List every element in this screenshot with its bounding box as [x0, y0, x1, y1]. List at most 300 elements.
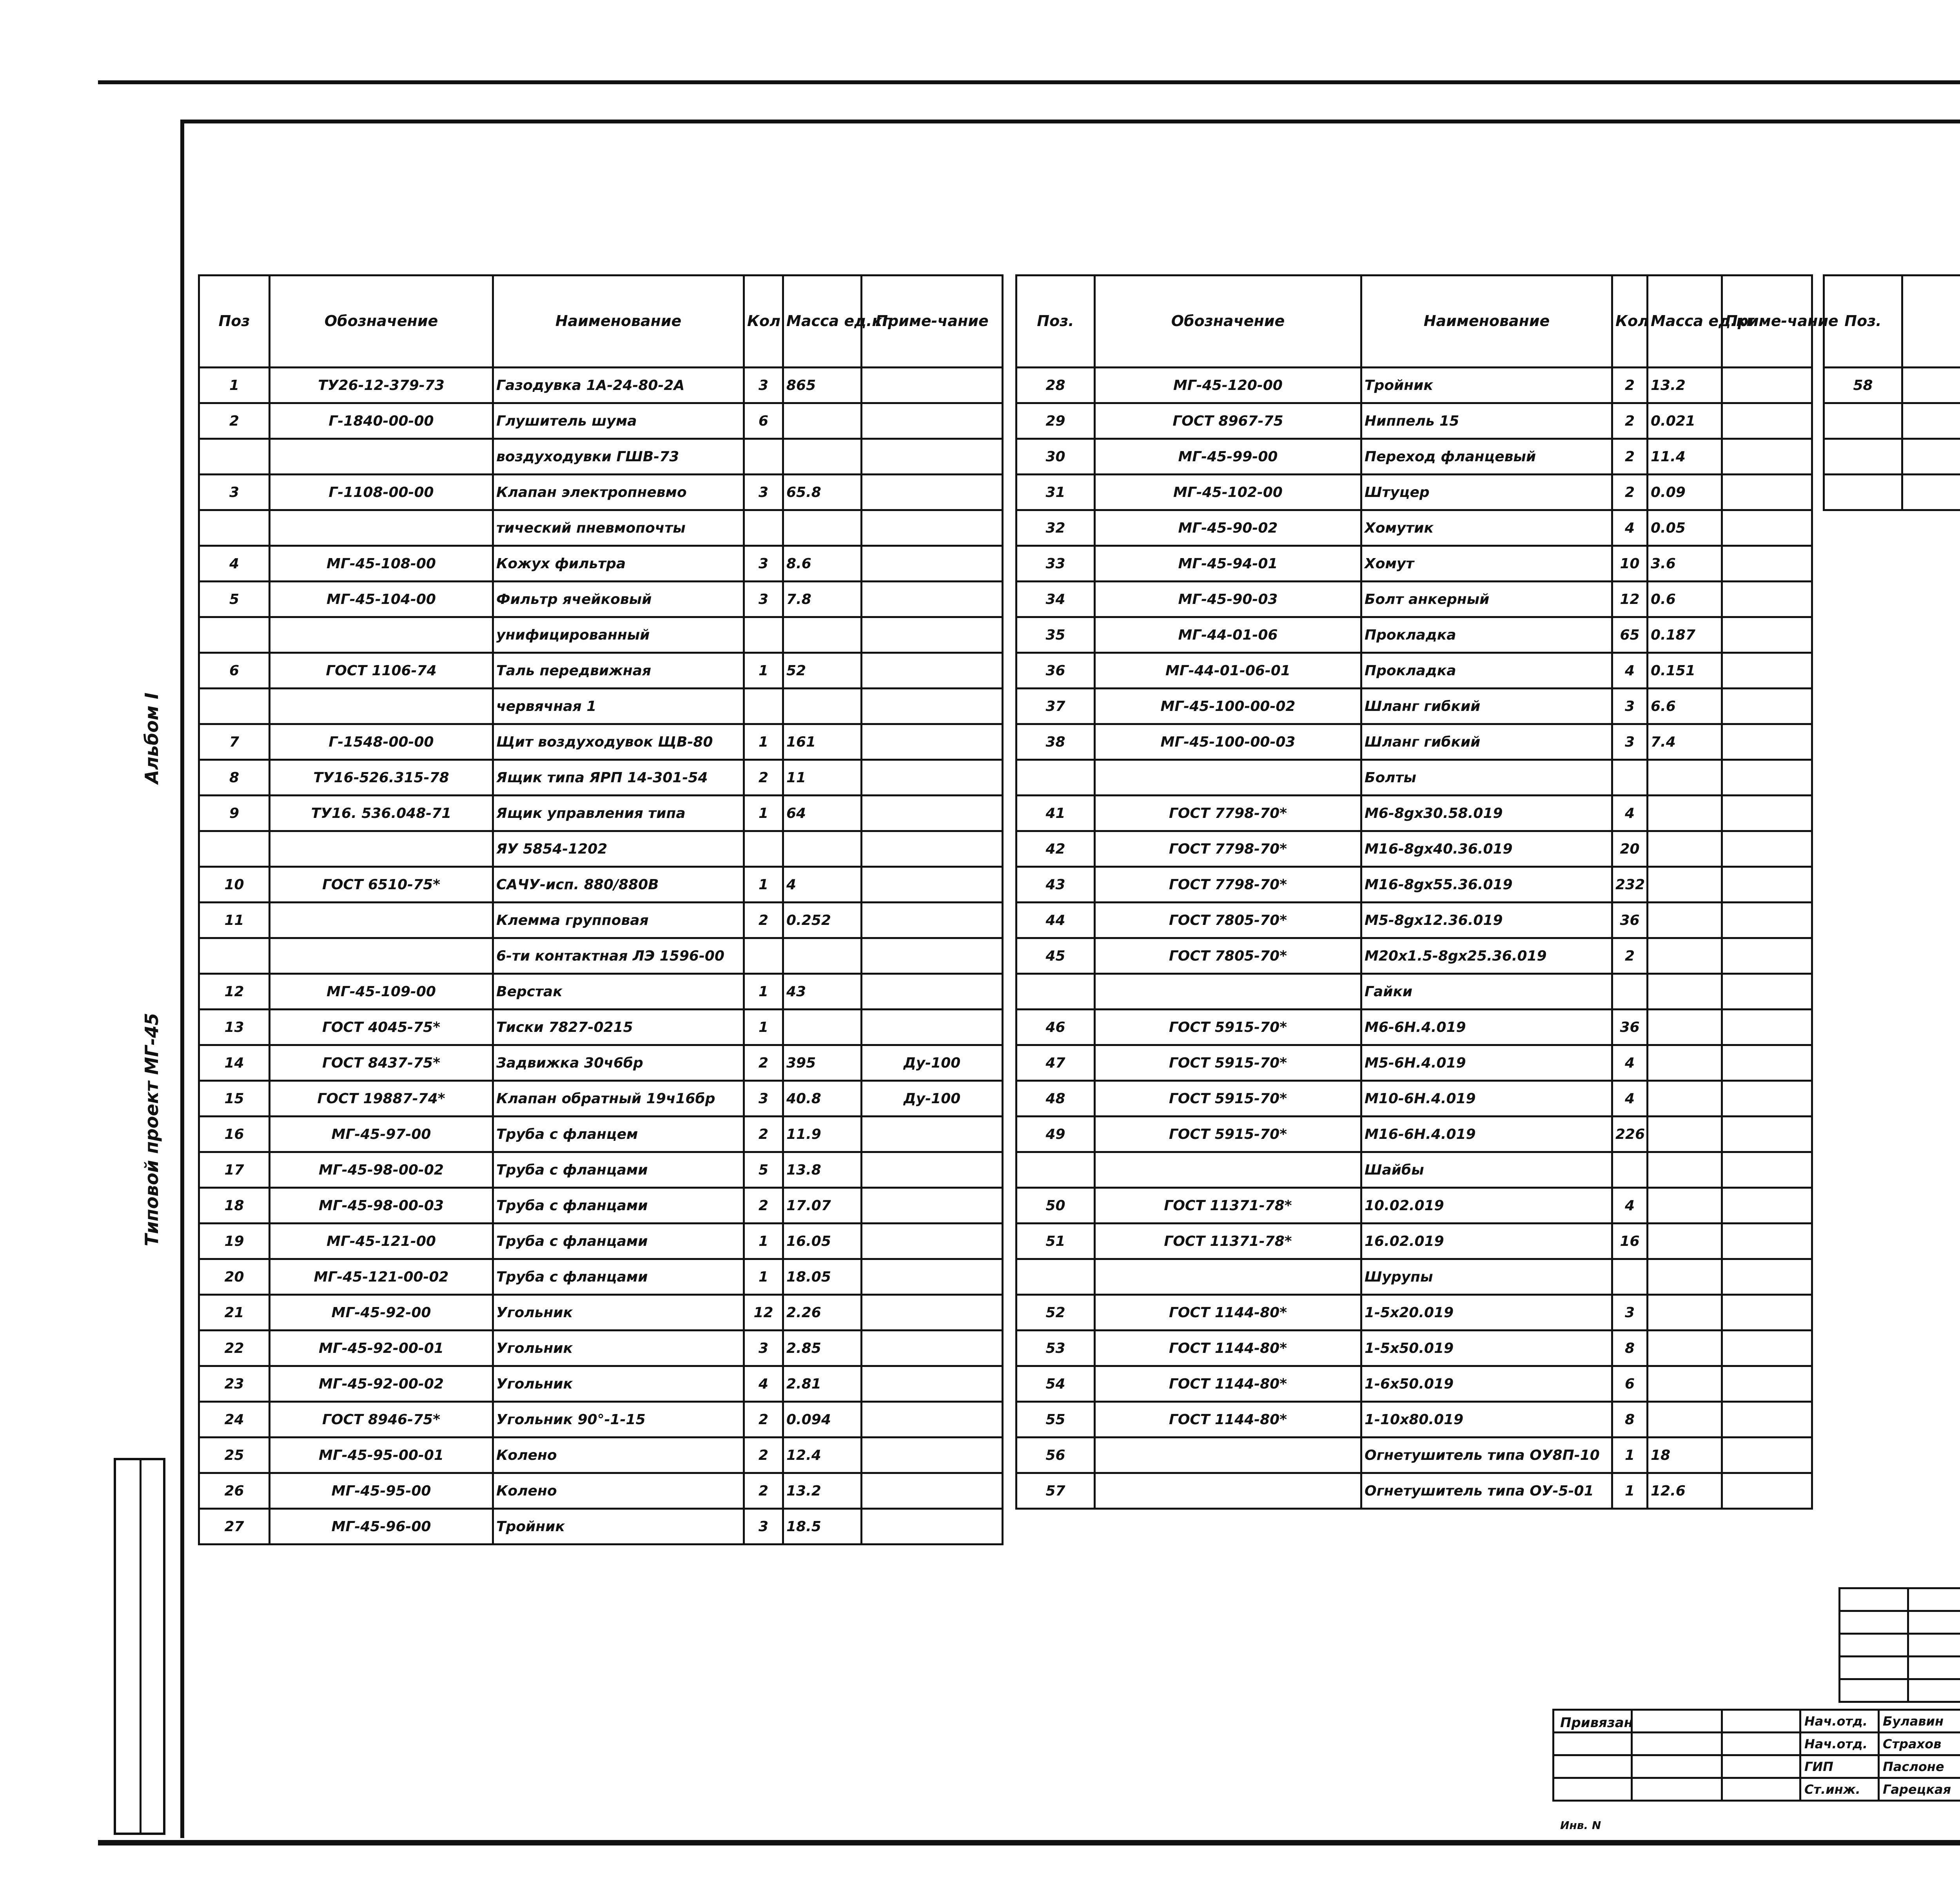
- table-cell: [270, 510, 493, 546]
- table-cell: М6-6Н.4.019: [1361, 1010, 1612, 1045]
- table-cell: 3: [1612, 1295, 1648, 1331]
- table-row: [1824, 403, 1960, 439]
- table-cell: 47: [1016, 1045, 1095, 1081]
- table-cell: [1722, 796, 1812, 831]
- table-cell: [744, 938, 783, 974]
- blank-cell: [1632, 1733, 1722, 1755]
- table-cell: унифицированный: [493, 617, 744, 653]
- table-cell: 16.05: [783, 1224, 862, 1259]
- blank-cell: [1632, 1710, 1722, 1733]
- table-row: [1016, 1152, 1812, 1188]
- table-cell: 34: [1016, 582, 1095, 617]
- table-cell: 10: [199, 867, 270, 903]
- table-cell: [1722, 1331, 1812, 1366]
- table-cell: 232: [1612, 867, 1648, 903]
- blank-cell: [1553, 1755, 1632, 1778]
- column-header: Кол: [1612, 276, 1648, 368]
- table-cell: 43: [783, 974, 862, 1010]
- table-cell: [1722, 760, 1812, 796]
- table-cell: [783, 403, 862, 439]
- table-row: [1016, 760, 1812, 796]
- table-cell: [1016, 1152, 1095, 1188]
- table-cell: 13.2: [783, 1473, 862, 1509]
- table-cell: [1648, 938, 1722, 974]
- table-cell: 4: [1612, 510, 1648, 546]
- table-cell: [862, 796, 1003, 831]
- table-row: [1016, 653, 1812, 689]
- table-cell: 65.8: [783, 475, 862, 510]
- table-cell: 8: [199, 760, 270, 796]
- signature-row: [1553, 1755, 1960, 1778]
- column-header: Приме-чание: [1722, 276, 1812, 368]
- table-cell: [199, 617, 270, 653]
- table-cell: 0.187: [1648, 617, 1722, 653]
- table-cell: [1648, 1331, 1722, 1366]
- table-cell: 21: [199, 1295, 270, 1331]
- table-cell: [783, 831, 862, 867]
- table-cell: Ящик типа ЯРП 14-301-54: [493, 760, 744, 796]
- table-cell: [1648, 903, 1722, 938]
- table-cell: [862, 1331, 1003, 1366]
- table-cell: тический пневмопочты: [493, 510, 744, 546]
- table-cell: 11: [199, 903, 270, 938]
- table-cell: ГОСТ 1144-80*: [1095, 1402, 1361, 1438]
- table-cell: [783, 617, 862, 653]
- table-cell: 36: [1612, 903, 1648, 938]
- table-cell: 24: [199, 1402, 270, 1438]
- table-row: [1016, 1259, 1812, 1295]
- table-cell: Глушитель шума: [493, 403, 744, 439]
- table-cell: [862, 368, 1003, 403]
- table-cell: [1722, 867, 1812, 903]
- table-cell: 13.8: [783, 1152, 862, 1188]
- table-row: [199, 1259, 1003, 1295]
- table-cell: 50: [1016, 1188, 1095, 1224]
- table-cell: ГОСТ 1144-80*: [1095, 1331, 1361, 1366]
- table-cell: 1: [744, 867, 783, 903]
- table-cell: Штуцер: [1361, 475, 1612, 510]
- table-cell: [1722, 546, 1812, 582]
- column-header: [1902, 276, 1960, 368]
- table-row: [199, 938, 1003, 974]
- column-header: Наименование: [493, 276, 744, 368]
- table-cell: М10-6Н.4.019: [1361, 1081, 1612, 1117]
- table-cell: ГОСТ 5915-70*: [1095, 1117, 1361, 1152]
- table-cell: 15: [199, 1081, 270, 1117]
- table-cell: [1612, 1259, 1648, 1295]
- table-cell: 3: [744, 582, 783, 617]
- table-cell: Тройник: [493, 1509, 744, 1545]
- table-cell: 3: [744, 546, 783, 582]
- table-header-row: [1016, 276, 1812, 368]
- blank-cell: [1722, 1733, 1800, 1755]
- signature-cell: ГИП: [1800, 1755, 1879, 1778]
- revision-grid: [1838, 1587, 1960, 1703]
- table-cell: 2: [1612, 403, 1648, 439]
- table-cell: 2: [744, 1117, 783, 1152]
- table-cell: ГОСТ 1144-80*: [1095, 1366, 1361, 1402]
- table-cell: [199, 938, 270, 974]
- table-row: [199, 1402, 1003, 1438]
- table-header-row: [199, 276, 1003, 368]
- table-row: [1016, 1402, 1812, 1438]
- spec-table-2: [1015, 274, 1838, 1510]
- table-cell: Шайбы: [1361, 1152, 1612, 1188]
- table-cell: 1: [744, 796, 783, 831]
- table-cell: 2: [744, 1473, 783, 1509]
- table-cell: 1: [1612, 1473, 1648, 1509]
- table-cell: [862, 653, 1003, 689]
- table-cell: 42: [1016, 831, 1095, 867]
- table-cell: ТУ26-12-379-73: [270, 368, 493, 403]
- table-cell: М16-8gх55.36.019: [1361, 867, 1612, 903]
- table-row: [1016, 831, 1812, 867]
- table-cell: Клемма групповая: [493, 903, 744, 938]
- table-row: [1824, 475, 1960, 510]
- table-cell: Труба с фланцами: [493, 1188, 744, 1224]
- table-row: [1016, 1473, 1812, 1509]
- table-row: [1016, 1438, 1812, 1473]
- table-cell: Задвижка 30ч6бр: [493, 1045, 744, 1081]
- table-cell: М6-8gх30.58.019: [1361, 796, 1612, 831]
- table-cell: МГ-45-102-00: [1095, 475, 1361, 510]
- table-row: [199, 1473, 1003, 1509]
- table-cell: 1: [744, 653, 783, 689]
- table-cell: МГ-45-90-03: [1095, 582, 1361, 617]
- table-cell: 13.2: [1648, 368, 1722, 403]
- table-cell: ГОСТ 7798-70*: [1095, 796, 1361, 831]
- table-cell: 17: [199, 1152, 270, 1188]
- table-cell: [1722, 368, 1812, 403]
- table-cell: 12.4: [783, 1438, 862, 1473]
- table-cell: 38: [1016, 724, 1095, 760]
- table-cell: [862, 1117, 1003, 1152]
- table-cell: 16.02.019: [1361, 1224, 1612, 1259]
- signature-cell: Ст.инж.: [1800, 1778, 1879, 1801]
- table-cell: 11.4: [1648, 439, 1722, 475]
- table-cell: [1824, 403, 1902, 439]
- table-cell: 56: [1016, 1438, 1095, 1473]
- table-cell: МГ-45-95-00-01: [270, 1438, 493, 1473]
- table-cell: 3: [744, 368, 783, 403]
- table-cell: 2: [1612, 938, 1648, 974]
- table-row: [199, 1010, 1003, 1045]
- table-cell: [270, 938, 493, 974]
- table-cell: [862, 1473, 1003, 1509]
- table-cell: МГ-45-121-00: [270, 1224, 493, 1259]
- table-cell: Труба с фланцами: [493, 1224, 744, 1259]
- table-row: [199, 1331, 1003, 1366]
- column-header: Обозначение: [1095, 276, 1361, 368]
- table-cell: [270, 831, 493, 867]
- table-cell: Гайки: [1361, 974, 1612, 1010]
- table-cell: [1722, 1010, 1812, 1045]
- table-cell: [862, 938, 1003, 974]
- table-cell: 2: [199, 403, 270, 439]
- table-row: [1016, 439, 1812, 475]
- table-cell: 30: [1016, 439, 1095, 475]
- table-cell: 52: [1016, 1295, 1095, 1331]
- table-cell: МГ-45-95-00: [270, 1473, 493, 1509]
- table-cell: [1612, 1152, 1648, 1188]
- table-row: [199, 1509, 1003, 1545]
- table-cell: 37: [1016, 689, 1095, 724]
- table-cell: [1648, 831, 1722, 867]
- table-cell: 11: [783, 760, 862, 796]
- table-cell: МГ-44-01-06-01: [1095, 653, 1361, 689]
- signature-cell: Гарецкая: [1879, 1778, 1960, 1801]
- side-approval-stamp: [114, 1458, 165, 1835]
- signature-cell: Паслоне: [1879, 1755, 1960, 1778]
- table-row: [1016, 1117, 1812, 1152]
- table-cell: 52: [783, 653, 862, 689]
- table-cell: [862, 617, 1003, 653]
- blank-cell: [1632, 1755, 1722, 1778]
- table-cell: [1722, 724, 1812, 760]
- table-cell: [199, 831, 270, 867]
- table-row: [199, 1366, 1003, 1402]
- table-row: [199, 1188, 1003, 1224]
- table-cell: [1722, 1295, 1812, 1331]
- table-cell: [1722, 403, 1812, 439]
- table-row: [1016, 724, 1812, 760]
- table-cell: ГОСТ 4045-75*: [270, 1010, 493, 1045]
- table-cell: 2: [1612, 475, 1648, 510]
- table-cell: 8: [1612, 1331, 1648, 1366]
- table-cell: [1722, 1081, 1812, 1117]
- table-row: [1824, 368, 1960, 403]
- table-cell: [1824, 439, 1902, 475]
- table-cell: [1016, 974, 1095, 1010]
- table-cell: [1722, 903, 1812, 938]
- table-row: [1016, 582, 1812, 617]
- table-row: [199, 439, 1003, 475]
- table-cell: МГ-45-97-00: [270, 1117, 493, 1152]
- table-cell: Щит воздуходувок ЩВ-80: [493, 724, 744, 760]
- table-cell: Клапан электропневмо: [493, 475, 744, 510]
- table-cell: 1-6х50.019: [1361, 1366, 1612, 1402]
- table-cell: ГОСТ 5915-70*: [1095, 1081, 1361, 1117]
- table-cell: [1648, 974, 1722, 1010]
- table-cell: Фильтр ячейковый: [493, 582, 744, 617]
- blank-cell: [1722, 1778, 1800, 1801]
- table-cell: [1648, 1295, 1722, 1331]
- table-cell: Клапан обратный 19ч16бр: [493, 1081, 744, 1117]
- table-cell: 10: [1612, 546, 1648, 582]
- table-cell: [783, 439, 862, 475]
- table-cell: 0.6: [1648, 582, 1722, 617]
- table-cell: 7.4: [1648, 724, 1722, 760]
- spec-table-1: [198, 274, 1004, 1545]
- table-cell: 0.151: [1648, 653, 1722, 689]
- table-cell: 31: [1016, 475, 1095, 510]
- table-cell: 36: [1016, 653, 1095, 689]
- table-cell: ГОСТ 8967-75: [1095, 403, 1361, 439]
- table-cell: [862, 831, 1003, 867]
- table-cell: Колено: [493, 1438, 744, 1473]
- table-cell: 1: [744, 974, 783, 1010]
- table-cell: [862, 1438, 1003, 1473]
- table-row: [199, 1438, 1003, 1473]
- table-cell: [1722, 617, 1812, 653]
- table-cell: 7: [199, 724, 270, 760]
- table-cell: 11.9: [783, 1117, 862, 1152]
- table-cell: Угольник: [493, 1366, 744, 1402]
- table-cell: [270, 617, 493, 653]
- table-cell: [1016, 760, 1095, 796]
- table-cell: [862, 546, 1003, 582]
- table-cell: 3: [744, 1509, 783, 1545]
- table-cell: 0.021: [1648, 403, 1722, 439]
- table-cell: [1648, 1045, 1722, 1081]
- table-cell: [783, 689, 862, 724]
- table-cell: 1: [744, 1224, 783, 1259]
- table-cell: 14: [199, 1045, 270, 1081]
- table-cell: МГ-45-98-00-03: [270, 1188, 493, 1224]
- table-cell: ГОСТ 7798-70*: [1095, 831, 1361, 867]
- signature-cell: Страхов: [1879, 1733, 1960, 1755]
- table-cell: [862, 867, 1003, 903]
- table-row: [1016, 1081, 1812, 1117]
- table-cell: [1722, 1152, 1812, 1188]
- table-row: [199, 1152, 1003, 1188]
- table-cell: [1722, 831, 1812, 867]
- inventory-label: Инв. N: [1560, 1819, 1601, 1832]
- table-cell: 65: [1612, 617, 1648, 653]
- table-cell: [1722, 974, 1812, 1010]
- table-cell: 10.02.019: [1361, 1188, 1612, 1224]
- table-cell: 58: [1824, 368, 1902, 403]
- table-cell: 44: [1016, 903, 1095, 938]
- table-row: [1016, 546, 1812, 582]
- table-cell: 3: [199, 475, 270, 510]
- blank-cell: [1553, 1778, 1632, 1801]
- table-cell: Болты: [1361, 760, 1612, 796]
- table-cell: [1722, 1473, 1812, 1509]
- table-cell: [862, 760, 1003, 796]
- table-row: [199, 1117, 1003, 1152]
- table-cell: [862, 1152, 1003, 1188]
- table-cell: Ящик управления типа: [493, 796, 744, 831]
- table-cell: [1722, 1117, 1812, 1152]
- table-cell: [1722, 439, 1812, 475]
- table-cell: [862, 974, 1003, 1010]
- column-header: Обозначение: [270, 276, 493, 368]
- table-cell: 33: [1016, 546, 1095, 582]
- table-cell: 3: [744, 1081, 783, 1117]
- table-cell: [1648, 1117, 1722, 1152]
- table-cell: [1016, 1259, 1095, 1295]
- table-row: [1016, 510, 1812, 546]
- blank-cell: [1553, 1733, 1632, 1755]
- table-cell: [744, 689, 783, 724]
- table-cell: 16: [1612, 1224, 1648, 1259]
- table-cell: М16-6Н.4.019: [1361, 1117, 1612, 1152]
- table-cell: ЯУ 5854-1202: [493, 831, 744, 867]
- table-cell: Тройник: [1361, 368, 1612, 403]
- table-cell: 12: [199, 974, 270, 1010]
- table-cell: 46: [1016, 1010, 1095, 1045]
- table-cell: 12: [1612, 582, 1648, 617]
- table-cell: ТУ16-526.315-78: [270, 760, 493, 796]
- table-cell: 1-5х20.019: [1361, 1295, 1612, 1331]
- spec-table-3: [1823, 274, 1960, 511]
- table-cell: МГ-45-92-00-02: [270, 1366, 493, 1402]
- table-cell: 6-ти контактная ЛЭ 1596-00: [493, 938, 744, 974]
- table-row: [199, 867, 1003, 903]
- table-cell: [1902, 439, 1960, 475]
- table-cell: [862, 689, 1003, 724]
- table-cell: 35: [1016, 617, 1095, 653]
- table-cell: Шурупы: [1361, 1259, 1612, 1295]
- table-cell: 4: [783, 867, 862, 903]
- table-cell: Г-1548-00-00: [270, 724, 493, 760]
- table-cell: 226: [1612, 1117, 1648, 1152]
- table-row: [1016, 1045, 1812, 1081]
- table-cell: 8.6: [783, 546, 862, 582]
- table-row: [1016, 403, 1812, 439]
- table-cell: ГОСТ 1106-74: [270, 653, 493, 689]
- table-cell: [862, 903, 1003, 938]
- table-cell: 12: [744, 1295, 783, 1331]
- table-row: [1016, 1224, 1812, 1259]
- table-row: [199, 403, 1003, 439]
- table-cell: 57: [1016, 1473, 1095, 1509]
- table-cell: [744, 617, 783, 653]
- table-cell: 26: [199, 1473, 270, 1509]
- table-header-row: [1824, 276, 1960, 368]
- table-cell: 2: [744, 903, 783, 938]
- table-cell: [1902, 475, 1960, 510]
- table-cell: 22: [199, 1331, 270, 1366]
- table-cell: [199, 689, 270, 724]
- table-cell: 5: [744, 1152, 783, 1188]
- table-cell: [1612, 760, 1648, 796]
- table-row: [199, 510, 1003, 546]
- table-cell: 54: [1016, 1366, 1095, 1402]
- table-cell: Таль передвижная: [493, 653, 744, 689]
- table-cell: [1722, 1188, 1812, 1224]
- table-cell: 6: [199, 653, 270, 689]
- column-header: Наименование: [1361, 276, 1612, 368]
- table-cell: 28: [1016, 368, 1095, 403]
- column-header: Приме-чание: [862, 276, 1003, 368]
- table-cell: червячная 1: [493, 689, 744, 724]
- table-cell: [1722, 1438, 1812, 1473]
- table-cell: [744, 510, 783, 546]
- table-cell: 0.252: [783, 903, 862, 938]
- table-cell: 49: [1016, 1117, 1095, 1152]
- table-cell: 2: [744, 1438, 783, 1473]
- table-cell: МГ-45-120-00: [1095, 368, 1361, 403]
- table-cell: 2.85: [783, 1331, 862, 1366]
- stamp-column: [116, 1460, 142, 1833]
- table-cell: Шланг гибкий: [1361, 689, 1612, 724]
- table-cell: [1722, 1259, 1812, 1295]
- table-cell: 2: [744, 760, 783, 796]
- table-cell: Угольник 90°-1-15: [493, 1402, 744, 1438]
- table-cell: Кожух фильтра: [493, 546, 744, 582]
- table-cell: [1648, 1081, 1722, 1117]
- column-header: Поз.: [1016, 276, 1095, 368]
- table-cell: [270, 689, 493, 724]
- table-cell: МГ-45-96-00: [270, 1509, 493, 1545]
- table-cell: [862, 1259, 1003, 1295]
- table-cell: Угольник: [493, 1295, 744, 1331]
- table-cell: 0.094: [783, 1402, 862, 1438]
- table-cell: [1902, 403, 1960, 439]
- table-cell: 2: [1612, 439, 1648, 475]
